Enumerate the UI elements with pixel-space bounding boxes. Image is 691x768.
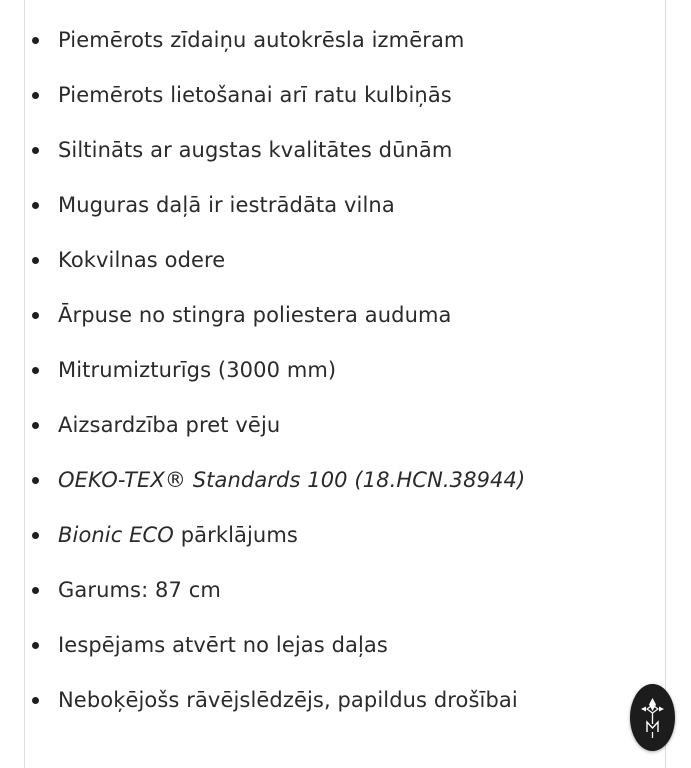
bullet-icon	[32, 532, 39, 539]
bullet-icon	[32, 367, 39, 374]
feature-item	[25, 13, 665, 68]
feature-item	[25, 178, 665, 233]
feature-text: Piemērots lietošanai arī ratu kulbiņās	[58, 83, 452, 107]
bullet-icon	[32, 147, 39, 154]
bullet-icon	[32, 697, 39, 704]
feature-text: Neboķējošs rāvējslēdzējs, papildus drošībai	[58, 688, 518, 712]
bullet-icon	[32, 642, 39, 649]
feature-text: Muguras daļā ir iestrādāta vilna	[58, 193, 395, 217]
bullet-icon	[32, 422, 39, 429]
bullet-icon	[32, 202, 39, 209]
feature-text: Ārpuse no stingra poliestera auduma	[58, 303, 452, 327]
brand-logo-button[interactable]	[630, 684, 675, 751]
bullet-icon	[32, 587, 39, 594]
feature-item	[25, 453, 665, 508]
bullet-icon	[32, 312, 39, 319]
feature-text: Garums: 87 cm	[58, 578, 221, 602]
feature-text-italic: OEKO-TEX® Standards 100 (18.HCN.38944)	[58, 468, 526, 492]
feature-text: Piemērots zīdaiņu autokrēsla izmēram	[58, 28, 465, 52]
product-details-card	[24, 0, 666, 768]
bullet-icon	[32, 92, 39, 99]
bullet-icon	[32, 257, 39, 264]
feature-item	[25, 288, 665, 343]
feature-text: Aizsardzība pret vēju	[58, 413, 281, 437]
feature-text: Siltināts ar augstas kvalitātes dūnām	[58, 138, 453, 162]
feature-text: pārklājums	[173, 523, 298, 547]
feature-item	[25, 233, 665, 288]
bullet-icon	[32, 477, 39, 484]
brand-logo-icon	[630, 684, 675, 751]
feature-item	[25, 123, 665, 178]
feature-text: Iespējams atvērt no lejas daļas	[58, 633, 388, 657]
feature-text-italic: Bionic ECO	[58, 523, 174, 547]
feature-text: Kokvilnas odere	[58, 248, 226, 272]
feature-item	[25, 673, 665, 728]
bullet-icon	[32, 37, 39, 44]
feature-item	[25, 68, 665, 123]
feature-item	[25, 618, 665, 673]
feature-item	[25, 343, 665, 398]
feature-item	[25, 398, 665, 453]
feature-list	[25, 13, 665, 728]
feature-text: Mitrumizturīgs (3000 mm)	[58, 358, 337, 382]
feature-item	[25, 563, 665, 618]
feature-item	[25, 508, 665, 563]
